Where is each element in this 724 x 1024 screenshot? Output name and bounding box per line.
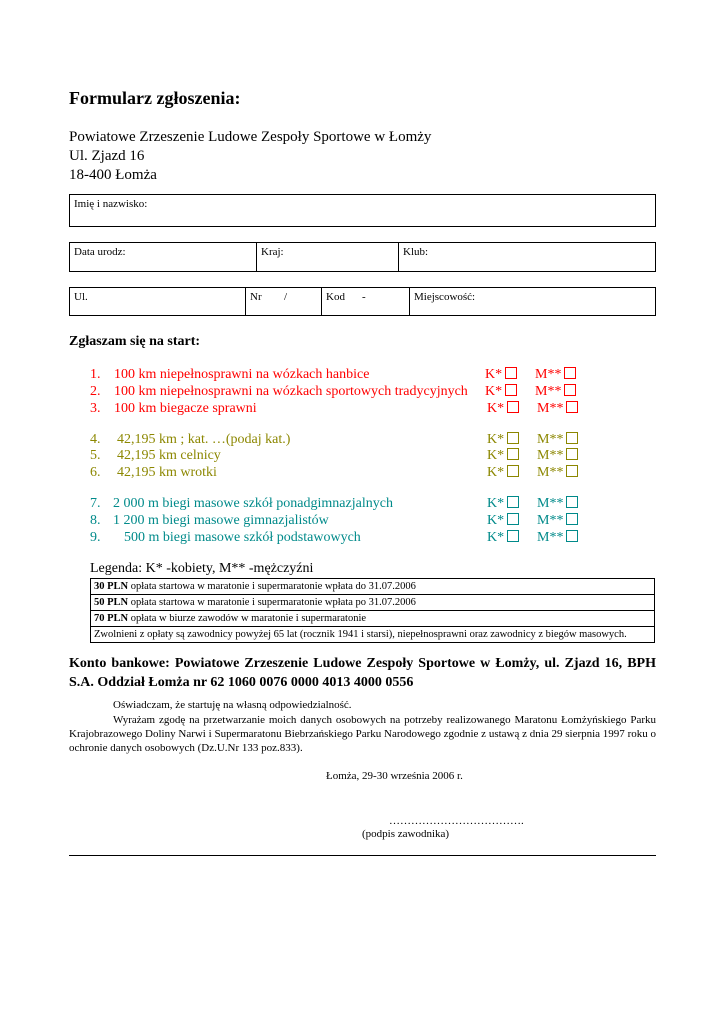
- entry-label: 42,195 km ; kat. …(podaj kat.): [117, 432, 291, 447]
- organizer-street: Ul. Zjazd 16: [69, 148, 145, 164]
- women-checkbox[interactable]: [507, 401, 519, 413]
- men-label: M**: [537, 530, 564, 545]
- women-label: K*: [485, 384, 503, 399]
- entry-label: 2 000 m biegi masowe szkół ponadgimnazjalnych: [113, 496, 393, 511]
- race-entry: [0, 530, 724, 547]
- place-and-date: Łomża, 29-30 września 2006 r.: [326, 770, 463, 782]
- women-label: K*: [487, 465, 505, 480]
- bottom-divider: [69, 855, 656, 856]
- country-field[interactable]: [256, 243, 398, 271]
- women-checkbox[interactable]: [507, 530, 519, 542]
- race-entry: [0, 401, 724, 418]
- men-label: M**: [537, 465, 564, 480]
- declaration-data-consent: Wyrażam zgodę na przetwarzanie moich danych osobowych na potrzeby realizowanego Maratonu Łomżyńskiego Parku Krajobrazowego Doliny Narwi i Supermaratonu Biebrzańskiego Parku Narodowego zgodnie z ustawą z dnia 29 sierpnia 1997 roku o ochronie danych osobowych (Dz.U.Nr 133 poz.833).: [69, 714, 656, 754]
- men-label: M**: [537, 513, 564, 528]
- entry-number: 3.: [90, 401, 101, 416]
- men-label: M**: [537, 401, 564, 416]
- men-checkbox[interactable]: [566, 530, 578, 542]
- entry-number: 4.: [90, 432, 101, 447]
- women-label: K*: [487, 432, 505, 447]
- club-field[interactable]: [398, 243, 655, 271]
- page-title: Formularz zgłoszenia:: [69, 88, 241, 108]
- city-field[interactable]: [409, 288, 655, 315]
- entry-number: 7.: [90, 496, 101, 511]
- men-checkbox[interactable]: [566, 401, 578, 413]
- postal-code-field[interactable]: [321, 288, 409, 315]
- fee-amount: 70 PLN: [94, 613, 129, 624]
- start-heading: Zgłaszam się na start:: [69, 334, 201, 349]
- men-label: M**: [537, 448, 564, 463]
- legend: Legenda: K* -kobiety, M** -mężczyźni: [90, 561, 314, 576]
- men-checkbox[interactable]: [566, 513, 578, 525]
- fee-exemption: Zwolnieni z opłaty są zawodnicy powyżej 65 lat (rocznik 1941 i starsi), niepełnosprawni oraz zawodnicy z biegów masowych.: [94, 629, 627, 640]
- men-label: M**: [537, 432, 564, 447]
- entry-number: 9.: [90, 530, 101, 545]
- fee-row: [91, 579, 654, 595]
- men-checkbox[interactable]: [566, 496, 578, 508]
- entry-label: 100 km niepełnosprawni na wózkach hanbice: [114, 367, 370, 382]
- house-number-label: Nr: [250, 291, 262, 303]
- men-label: M**: [535, 367, 562, 382]
- men-checkbox[interactable]: [566, 432, 578, 444]
- women-label: K*: [487, 530, 505, 545]
- entry-label: 500 m biegi masowe szkół podstawowych: [124, 530, 361, 545]
- house-number-separator: /: [284, 291, 288, 303]
- declaration-responsibility: Oświadczam, że startuję na własną odpowiedzialność.: [113, 699, 352, 711]
- men-checkbox[interactable]: [566, 448, 578, 460]
- fee-description: opłata startowa w maratonie i supermaratonie wpłata do 31.07.2006: [128, 581, 416, 592]
- street-label: Ul.: [74, 291, 88, 303]
- fee-description: opłata w biurze zawodów w maratonie i supermaratonie: [128, 613, 367, 624]
- men-checkbox[interactable]: [564, 367, 576, 379]
- men-checkbox[interactable]: [564, 384, 576, 396]
- entry-number: 6.: [90, 465, 101, 480]
- race-entry: [0, 496, 724, 513]
- men-label: M**: [535, 384, 562, 399]
- name-label: Imię i nazwisko:: [74, 198, 148, 210]
- club-label: Klub:: [403, 246, 429, 258]
- entry-label: 42,195 km celnicy: [117, 448, 221, 463]
- fee-amount: 50 PLN: [94, 597, 129, 608]
- birth-country-club-row: [69, 242, 656, 272]
- fee-row: [91, 595, 654, 611]
- women-checkbox[interactable]: [507, 448, 519, 460]
- women-checkbox[interactable]: [507, 513, 519, 525]
- birth-date-label: Data urodz:: [74, 246, 126, 258]
- entry-number: 2.: [90, 384, 101, 399]
- fee-row: [91, 611, 654, 627]
- women-checkbox[interactable]: [505, 384, 517, 396]
- race-entry: [0, 513, 724, 530]
- race-entry: [0, 384, 724, 401]
- address-row: [69, 287, 656, 316]
- city-label: Miejscowość:: [414, 291, 476, 303]
- postal-code-label: Kod: [326, 291, 345, 303]
- entry-label: 1 200 m biegi masowe gimnazjalistów: [113, 513, 329, 528]
- race-entry: [0, 367, 724, 384]
- women-checkbox[interactable]: [507, 432, 519, 444]
- fee-amount: 30 PLN: [94, 581, 129, 592]
- name-field[interactable]: [69, 194, 656, 227]
- race-entry: [0, 448, 724, 465]
- women-checkbox[interactable]: [507, 496, 519, 508]
- organizer-city: 18-400 Łomża: [69, 167, 157, 183]
- women-label: K*: [485, 367, 503, 382]
- entry-label: 42,195 km wrotki: [117, 465, 217, 480]
- country-label: Kraj:: [261, 246, 284, 258]
- birth-date-field[interactable]: [70, 243, 256, 271]
- entry-number: 8.: [90, 513, 101, 528]
- bank-account: Konto bankowe: Powiatowe Zrzeszenie Ludowe Zespoły Sportowe w Łomży, ul. Zjazd 16, BPH S.A. Oddział Łomża nr 62 1060 0076 0000 4013 4000 0556: [69, 656, 656, 690]
- women-label: K*: [487, 496, 505, 511]
- signature-line[interactable]: ……………………………….: [389, 815, 524, 827]
- house-number-field[interactable]: [245, 288, 321, 315]
- entry-number: 5.: [90, 448, 101, 463]
- postal-code-separator: -: [362, 291, 366, 303]
- entry-label: 100 km biegacze sprawni: [114, 401, 257, 416]
- race-entry: [0, 465, 724, 482]
- women-label: K*: [487, 401, 505, 416]
- organizer-name: Powiatowe Zrzeszenie Ludowe Zespoły Sportowe w Łomży: [69, 129, 432, 145]
- women-label: K*: [487, 513, 505, 528]
- women-checkbox[interactable]: [505, 367, 517, 379]
- signature-label: (podpis zawodnika): [362, 828, 450, 840]
- men-checkbox[interactable]: [566, 465, 578, 477]
- women-label: K*: [487, 448, 505, 463]
- fee-description: opłata startowa w maratonie i supermaratonie wpłata po 31.07.2006: [128, 597, 416, 608]
- entry-label: 100 km niepełnosprawni na wózkach sportowych tradycyjnych: [114, 384, 468, 399]
- race-entry: [0, 432, 724, 449]
- women-checkbox[interactable]: [507, 465, 519, 477]
- entry-number: 1.: [90, 367, 101, 382]
- fees-table: [90, 578, 655, 643]
- street-field[interactable]: [70, 288, 245, 315]
- men-label: M**: [537, 496, 564, 511]
